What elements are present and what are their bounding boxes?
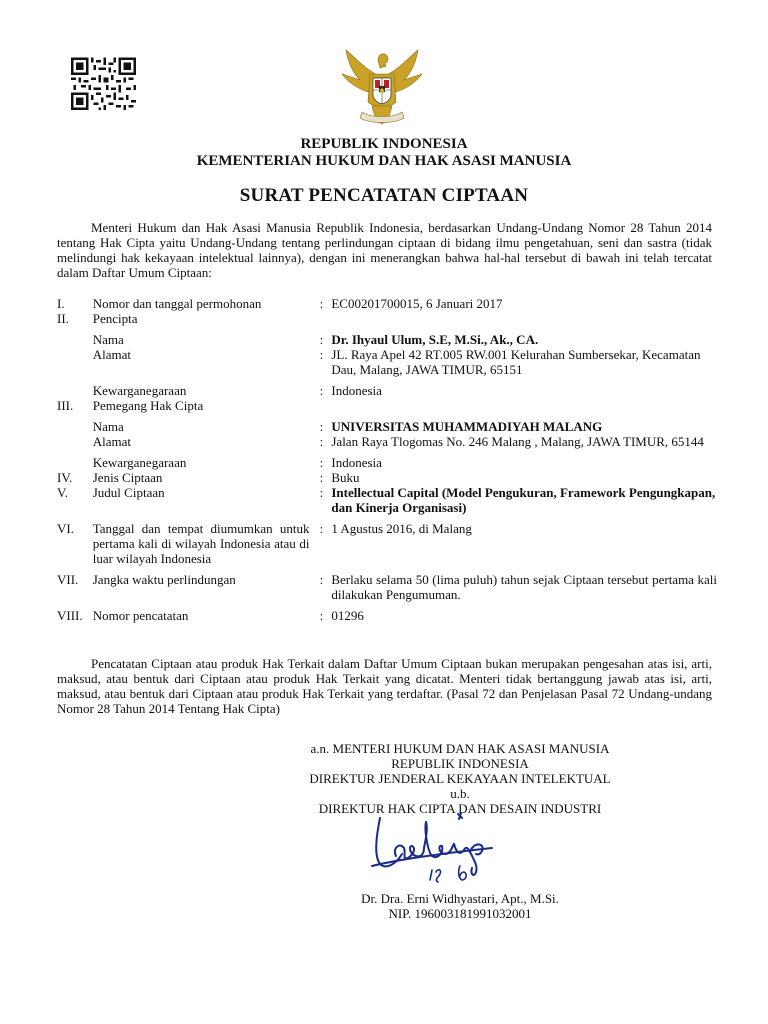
item-number: VII. bbox=[57, 572, 79, 587]
item-number: II. bbox=[57, 311, 69, 326]
item-label: Nama bbox=[92, 332, 124, 347]
item-row-iv bbox=[57, 470, 717, 485]
colon: : bbox=[319, 332, 324, 347]
signer-block bbox=[230, 891, 690, 921]
item-label: Judul Ciptaan bbox=[92, 485, 165, 500]
item-number: VI. bbox=[57, 521, 74, 536]
item-row-holder-address bbox=[57, 434, 717, 455]
item-label: Kewarganegaraan bbox=[92, 383, 187, 398]
item-row-ii bbox=[57, 311, 717, 332]
item-row-creator-name bbox=[57, 332, 717, 347]
signature-line: u.b. bbox=[450, 786, 470, 801]
item-row-i bbox=[57, 296, 717, 311]
colon: : bbox=[319, 434, 324, 449]
item-row-creator-citizenship bbox=[57, 383, 717, 398]
holder-citizenship: Indonesia bbox=[331, 455, 382, 470]
item-row-holder-citizenship bbox=[57, 455, 717, 470]
signature-line: DIREKTUR HAK CIPTA DAN DESAIN INDUSTRI bbox=[318, 801, 602, 816]
qr-code-icon bbox=[71, 57, 136, 110]
item-row-viii bbox=[57, 608, 717, 623]
protection-period: Berlaku selama 50 (lima puluh) tahun sejak Ciptaan tersebut pertama kali dilakukan Pengumuman. bbox=[331, 572, 717, 602]
closing-paragraph: Pencatatan Ciptaan atau produk Hak Terkait dalam Daftar Umum Ciptaan bukan merupakan pengesahan atas isi, arti, maksud, atau bentuk dari Ciptaan atau produk Hak Terkait yang dicatat. Menteri tidak bertanggung jawab atas isi, arti, maksud, atau bentuk dari Ciptaan atau produk Hak Terkait yang terdaftar. (Pasal 72 dan Penjelasan Pasal 72 Undang-undang Nomor 28 Tahun 2014 Tentang Hak Cipta) bbox=[57, 656, 712, 716]
work-type: Buku bbox=[331, 470, 360, 485]
item-number: VIII. bbox=[57, 608, 83, 623]
item-row-vii bbox=[57, 572, 717, 608]
item-row-creator-address bbox=[57, 347, 717, 383]
signature-block bbox=[230, 741, 690, 816]
colon: : bbox=[319, 347, 324, 362]
colon: : bbox=[319, 296, 324, 311]
item-label: Pemegang Hak Cipta bbox=[92, 398, 204, 413]
item-label: Kewarganegaraan bbox=[92, 455, 187, 470]
signature-line: DIREKTUR JENDERAL KEKAYAAN INTELEKTUAL bbox=[309, 771, 611, 786]
ministry-heading: KEMENTERIAN HUKUM DAN HAK ASASI MANUSIA bbox=[196, 153, 572, 169]
publication-date-place: 1 Agustus 2016, di Malang bbox=[331, 521, 472, 536]
registration-number: 01296 bbox=[331, 608, 364, 623]
document-title: SURAT PENCATATAN CIPTAAN bbox=[239, 185, 529, 206]
item-row-vi bbox=[57, 521, 717, 572]
item-label: Nomor dan tanggal permohonan bbox=[92, 296, 262, 311]
item-label: Nama bbox=[92, 419, 124, 434]
item-label: Alamat bbox=[92, 434, 132, 449]
colon: : bbox=[319, 455, 324, 470]
colon: : bbox=[319, 608, 324, 623]
signer-name: Dr. Dra. Erni Widhyastari, Apt., M.Si. bbox=[361, 891, 559, 906]
creator-name: Dr. Ihyaul Ulum, S.E, M.Si., Ak., CA. bbox=[331, 332, 539, 347]
item-label: Tanggal dan tempat diumumkan untuk pertama kali di wilayah Indonesia atau di luar wilayah Indonesia bbox=[92, 521, 310, 566]
signature-line: REPUBLIK INDONESIA bbox=[391, 756, 529, 771]
item-row-iii bbox=[57, 398, 717, 419]
item-value: EC00201700015, 6 Januari 2017 bbox=[331, 296, 503, 311]
item-label: Pencipta bbox=[92, 311, 138, 326]
item-number: IV. bbox=[57, 470, 73, 485]
item-label: Alamat bbox=[92, 347, 132, 362]
signer-nip: NIP. 196003181991032001 bbox=[388, 906, 532, 921]
item-number: V. bbox=[57, 485, 68, 500]
colon: : bbox=[319, 572, 324, 587]
republic-heading: REPUBLIK INDONESIA bbox=[300, 136, 468, 152]
colon: : bbox=[319, 383, 324, 398]
colon: : bbox=[319, 521, 324, 536]
signature-line: a.n. MENTERI HUKUM DAN HAK ASASI MANUSIA bbox=[310, 741, 610, 756]
item-number: I. bbox=[57, 296, 65, 311]
registration-details-table bbox=[57, 296, 717, 623]
creator-citizenship: Indonesia bbox=[331, 383, 382, 398]
item-label: Jenis Ciptaan bbox=[92, 470, 163, 485]
item-label: Nomor pencatatan bbox=[92, 608, 189, 623]
intro-paragraph: Menteri Hukum dan Hak Asasi Manusia Republik Indonesia, berdasarkan Undang-Undang Nomor 28 Tahun 2014 tentang Hak Cipta yaitu Undang-Undang tentang perlindungan ciptaan di bidang ilmu pengetahuan, seni dan sastra (tidak melindungi hak kekayaan intelektual lainnya), dengan ini menerangkan bahwa hal-hal tersebut di bawah ini telah tercatat dalam Daftar Umum Ciptaan: bbox=[57, 220, 712, 280]
handwritten-signature bbox=[366, 808, 506, 888]
creator-address: JL. Raya Apel 42 RT.005 RW.001 Kelurahan Sumbersekar, Kecamatan Dau, Malang, JAWA TIMUR, 65151 bbox=[331, 347, 701, 377]
holder-address: Jalan Raya Tlogomas No. 246 Malang , Malang, JAWA TIMUR, 65144 bbox=[331, 434, 704, 449]
garuda-emblem-icon bbox=[334, 46, 430, 128]
item-row-holder-name bbox=[57, 419, 717, 434]
colon: : bbox=[319, 485, 324, 500]
item-number: III. bbox=[57, 398, 74, 413]
colon: : bbox=[319, 470, 324, 485]
item-label: Jangka waktu perlindungan bbox=[92, 572, 236, 587]
colon: : bbox=[319, 419, 324, 434]
work-title: Intellectual Capital (Model Pengukuran, Framework Pengungkapan, dan Kinerja Organisasi) bbox=[331, 485, 716, 515]
item-row-v bbox=[57, 485, 717, 521]
holder-name: UNIVERSITAS MUHAMMADIYAH MALANG bbox=[331, 419, 603, 434]
